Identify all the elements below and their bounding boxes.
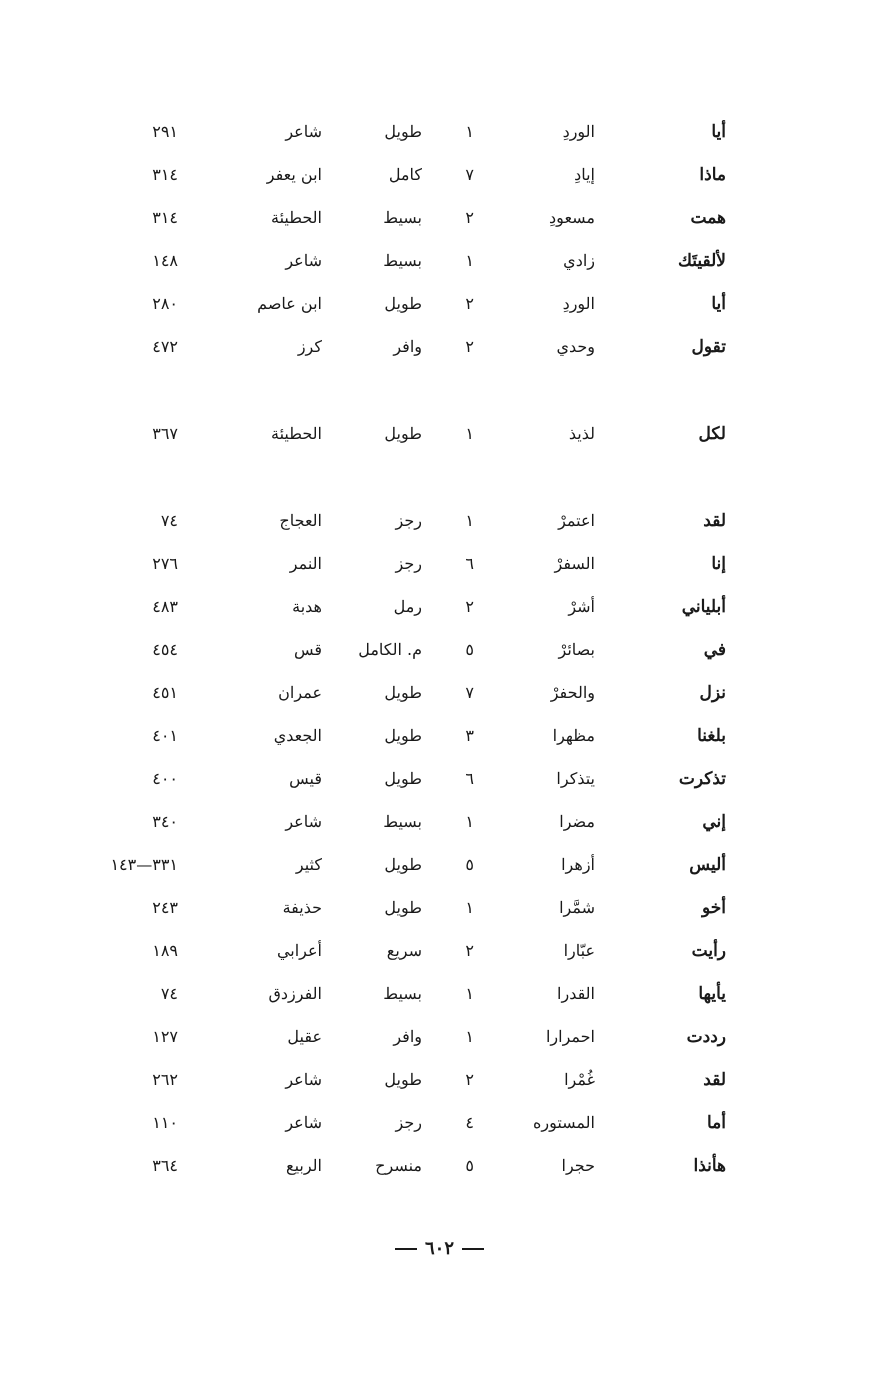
poet: قس (293, 640, 322, 659)
poet: الجعدي (273, 726, 322, 745)
verse-count: ٥ (465, 855, 474, 874)
meter: طويل (384, 1070, 422, 1089)
rhyme-word: زادي (563, 251, 595, 270)
poet: عمران (278, 683, 322, 702)
table-row (90, 499, 750, 542)
poet: ابن عاصم (257, 294, 322, 313)
rhyme-word: وحدي (556, 337, 595, 356)
table-row (90, 929, 750, 972)
rhyme-word: يتذكرا (556, 769, 595, 788)
verse-count: ٦ (465, 554, 474, 573)
poet: الحطيئة (270, 424, 322, 443)
meter: طويل (384, 898, 422, 917)
page-ref: ٣٦٧ (152, 424, 178, 443)
poet: الفرزدق (268, 984, 322, 1003)
verse-count: ٤ (465, 1113, 474, 1132)
meter: رجز (395, 554, 422, 573)
rhyme-word: الوردِ (562, 294, 595, 313)
rhyme-word: المستوره (532, 1113, 595, 1132)
first-word: أيا (711, 122, 726, 142)
page-ref: ٤٠٠ (152, 769, 178, 788)
table-row (90, 239, 750, 282)
table-row (90, 585, 750, 628)
page-ref: ٣٣١—١٤٣ (110, 855, 178, 874)
table-row (90, 282, 750, 325)
first-word: ماذا (699, 165, 726, 185)
first-word: رأيت (691, 941, 726, 961)
verse-count: ٢ (465, 597, 474, 616)
rhyme-word: مظهرا (552, 726, 595, 745)
meter: سريع (386, 941, 422, 960)
first-word: بلغنا (697, 726, 726, 746)
verse-count: ٢ (465, 1070, 474, 1089)
rhyme-word: أزهرا (561, 855, 595, 874)
rhyme-word: مضرا (559, 812, 595, 831)
poet: العجاج (279, 511, 322, 530)
meter: طويل (384, 122, 422, 141)
poet: شاعر (285, 251, 322, 270)
poet: هدبة (292, 597, 322, 616)
first-word: همت (690, 208, 726, 228)
verse-count: ١ (465, 251, 474, 270)
table-row (90, 153, 750, 196)
table-row (90, 196, 750, 239)
meter: طويل (384, 424, 422, 443)
first-word: نزل (699, 683, 726, 703)
first-word: لكل (698, 424, 726, 444)
first-word: يأيها (698, 984, 726, 1004)
first-word: لقد (703, 511, 726, 531)
table-row (90, 671, 750, 714)
poet: شاعر (285, 122, 322, 141)
page-ref: ١١٠ (152, 1113, 178, 1132)
page-ref: ٢٦٢ (152, 1070, 178, 1089)
rhyme-word: اعتمرْ (558, 511, 595, 530)
meter: طويل (384, 294, 422, 313)
first-word: أبلياني (681, 597, 726, 617)
poet: النمر (289, 554, 322, 573)
poet: عقيل (287, 1027, 322, 1046)
rhyme-word: غُمْرا (564, 1070, 595, 1089)
verse-count: ١ (465, 984, 474, 1003)
dash-right (395, 1248, 417, 1250)
table-row (90, 886, 750, 929)
verse-count: ٧ (465, 683, 474, 702)
verse-count: ١ (465, 511, 474, 530)
meter: وافر (393, 337, 422, 356)
poet: شاعر (285, 1070, 322, 1089)
poet: ابن يعفر (266, 165, 322, 184)
poetry-index-table (90, 110, 750, 1187)
page-ref: ٣١٤ (152, 165, 178, 184)
first-word: أخو (701, 898, 726, 918)
meter: طويل (384, 855, 422, 874)
verse-count: ١ (465, 898, 474, 917)
page-ref: ١٢٧ (152, 1027, 178, 1046)
verse-count: ٥ (465, 1156, 474, 1175)
page-number-text: ٦٠٢ (424, 1238, 454, 1259)
table-row (90, 325, 750, 368)
page-ref: ٣٦٤ (152, 1156, 178, 1175)
poet: حذيفة (282, 898, 322, 917)
first-word: أيا (711, 294, 726, 314)
poet: أعرابي (276, 941, 322, 960)
table-row (90, 843, 750, 886)
verse-count: ٣ (465, 726, 474, 745)
page-ref: ٢٧٦ (152, 554, 178, 573)
meter: منسرح (375, 1156, 422, 1175)
poet: الحطيئة (270, 208, 322, 227)
page-ref: ٤٥١ (152, 683, 178, 702)
first-word: تقول (691, 337, 726, 357)
poet: كرز (297, 337, 322, 356)
poet: الربيع (286, 1156, 322, 1175)
rhyme-word: لذيذ (568, 424, 595, 443)
meter: رجز (395, 1113, 422, 1132)
table-row (90, 412, 750, 455)
rhyme-word: عبّارا (563, 941, 595, 960)
verse-count: ٧ (465, 165, 474, 184)
poet: كثير (295, 855, 322, 874)
meter: رمل (393, 597, 422, 616)
page-ref: ٣٤٠ (152, 812, 178, 831)
meter: م. الكامل (358, 640, 422, 659)
dash-left (462, 1248, 484, 1250)
verse-count: ١ (465, 1027, 474, 1046)
verse-count: ٢ (465, 294, 474, 313)
poet: شاعر (285, 1113, 322, 1132)
page-ref: ٣١٤ (152, 208, 178, 227)
verse-count: ١ (465, 424, 474, 443)
rhyme-word: مسعودِ (549, 208, 595, 227)
rhyme-word: شمَّرا (559, 898, 595, 917)
page-ref: ٤٠١ (152, 726, 178, 745)
rhyme-word: احمرارا (545, 1027, 595, 1046)
first-word: في (703, 640, 726, 660)
first-word: لقد (703, 1070, 726, 1090)
table-row (90, 972, 750, 1015)
table-row (90, 757, 750, 800)
meter: بسيط (383, 208, 422, 227)
rhyme-word: الوردِ (562, 122, 595, 141)
meter: بسيط (383, 251, 422, 270)
page-ref: ٢٩١ (152, 122, 178, 141)
verse-count: ٥ (465, 640, 474, 659)
rhyme-word: أشرْ (568, 597, 595, 616)
table-row (90, 714, 750, 757)
poet: شاعر (285, 812, 322, 831)
meter: طويل (384, 683, 422, 702)
first-word: رددت (686, 1027, 726, 1047)
page-ref: ١٨٩ (152, 941, 178, 960)
verse-count: ٢ (465, 337, 474, 356)
page-number (0, 1238, 879, 1259)
verse-count: ١ (465, 812, 474, 831)
first-word: أليس (689, 855, 726, 875)
page-ref: ٧٤ (160, 984, 178, 1003)
first-word: أما (706, 1113, 726, 1133)
page-ref: ٤٧٢ (152, 337, 178, 356)
page-ref: ٧٤ (160, 511, 178, 530)
rhyme-word: القدرا (557, 984, 595, 1003)
rhyme-word: إيادِ (574, 165, 595, 184)
meter: بسيط (383, 812, 422, 831)
meter: بسيط (383, 984, 422, 1003)
page-ref: ٢٨٠ (152, 294, 178, 313)
first-word: هأنذا (693, 1156, 726, 1176)
table-row (90, 1015, 750, 1058)
verse-count: ٦ (465, 769, 474, 788)
page-ref: ١٤٨ (152, 251, 178, 270)
rhyme-word: السفرْ (554, 554, 595, 573)
poet: قيس (289, 769, 322, 788)
table-row (90, 1101, 750, 1144)
table-row (90, 628, 750, 671)
verse-count: ٢ (465, 208, 474, 227)
first-word: تذكرت (678, 769, 726, 789)
first-word: إنا (711, 554, 726, 574)
first-word: لألقيتَك (677, 251, 726, 271)
first-word: إني (702, 812, 726, 832)
meter: كامل (388, 165, 422, 184)
meter: وافر (393, 1027, 422, 1046)
table-row (90, 1058, 750, 1101)
verse-count: ٢ (465, 941, 474, 960)
rhyme-word: بصائرْ (558, 640, 595, 659)
rhyme-word: والحفرْ (550, 683, 595, 702)
rhyme-word: حجرا (561, 1156, 595, 1175)
meter: طويل (384, 726, 422, 745)
meter: رجز (395, 511, 422, 530)
page-ref: ٤٨٣ (152, 597, 178, 616)
table-row (90, 800, 750, 843)
meter: طويل (384, 769, 422, 788)
verse-count: ١ (465, 122, 474, 141)
table-row (90, 110, 750, 153)
table-row (90, 1144, 750, 1187)
table-row (90, 542, 750, 585)
page-ref: ٢٤٣ (152, 898, 178, 917)
page-ref: ٤٥٤ (152, 640, 178, 659)
